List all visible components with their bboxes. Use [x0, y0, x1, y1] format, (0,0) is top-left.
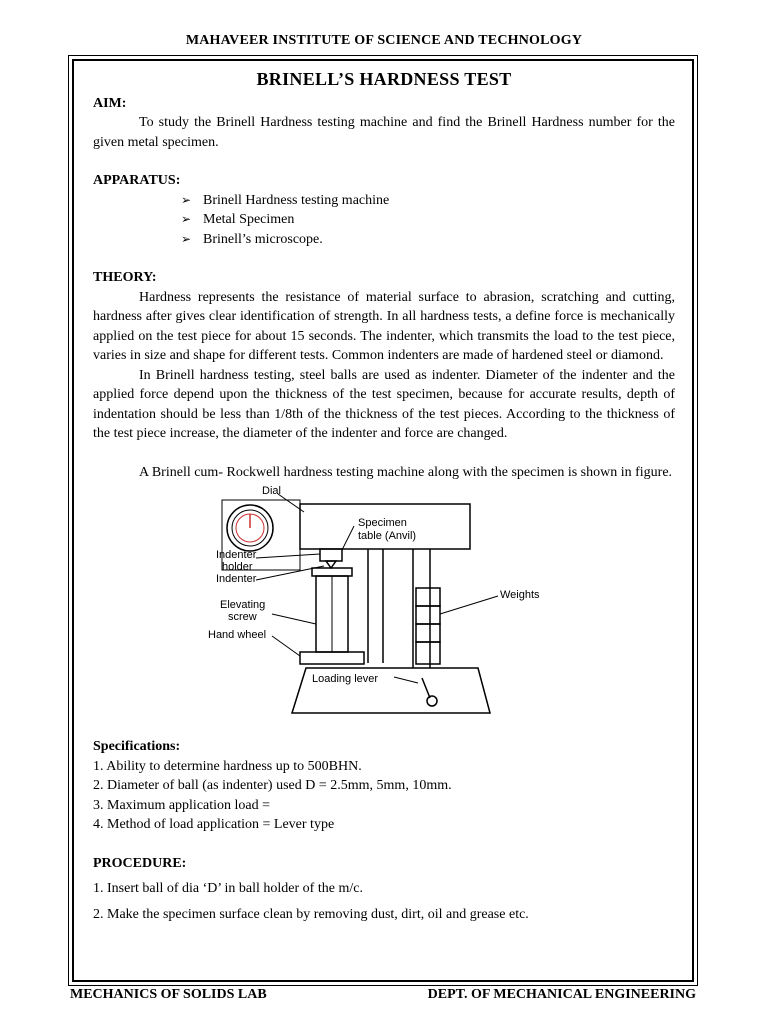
specifications-heading: Specifications:	[93, 739, 181, 754]
theory-paragraph-3: A Brinell cum- Rockwell hardness testing machine along with the specimen is shown in figure.	[139, 464, 673, 480]
aim-heading: AIM:	[93, 95, 127, 111]
label-hand-wheel: Hand wheel	[208, 629, 267, 641]
label-table-anvil: table (Anvil)	[358, 530, 417, 542]
label-specimen: Specimen	[358, 517, 407, 529]
apparatus-heading: APPARATUS:	[93, 173, 181, 188]
institute-header: MAHAVEER INSTITUTE OF SCIENCE AND TECHNOLOGY	[185, 33, 583, 48]
theory-paragraph-2: In Brinell hardness testing, steel balls are used as indenter. Diameter of the indenter and the applied force depend upon the thickness of the test specimen, because for accurate results, depth of indentation should be less than 1/8th of the thickness of the test pieces. According to the thickness of the test piece increase, the diameter of the indenter and force are changed.	[93, 367, 675, 441]
theory-heading: THEORY:	[93, 270, 157, 285]
page-footer	[70, 987, 696, 1003]
footer-right: DEPT. OF MECHANICAL ENGINEERING	[427, 987, 696, 1002]
aim-text: To study the Brinell Hardness testing machine and find the Brinell Hardness number for the given metal specimen.	[93, 115, 675, 150]
hardness-machine-figure	[208, 485, 543, 718]
label-indenter-holder-1: Indenter	[216, 549, 257, 561]
list-item: 1. Insert ball of dia ‘D’ in ball holder of the m/c.	[93, 881, 363, 896]
label-indenter: Indenter	[216, 573, 257, 585]
label-dial: Dial	[262, 485, 281, 497]
theory-paragraph-1: Hardness represents the resistance of material surface to abrasion, scratching and cutting, hardness after gives clear identification of strength. In all hardness tests, a define force is mechanically applied on the test piece for about 15 seconds. The indenter, which transmits the load to the test piece, varies in size and shape for different tests. Common indenters are made of hardened steel or diamond.	[93, 289, 675, 363]
list-item: ➢ Brinell’s microscope.	[181, 230, 675, 250]
list-item: 1. Ability to determine hardness up to 500BHN.	[93, 758, 362, 774]
list-item: ➢ Metal Specimen	[181, 210, 675, 230]
specifications-section	[93, 737, 675, 835]
list-item: 2. Diameter of ball (as indenter) used D = 2.5mm, 5mm, 10mm.	[93, 778, 452, 793]
list-item: 2. Make the specimen surface clean by removing dust, dirt, oil and grease etc.	[93, 906, 529, 922]
footer-left: MECHANICS OF SOLIDS LAB	[70, 987, 267, 1002]
procedure-heading: PROCEDURE:	[93, 855, 187, 871]
label-weights: Weights	[500, 589, 540, 601]
list-item: 3. Maximum application load =	[93, 797, 271, 813]
apparatus-list	[93, 191, 675, 250]
document-title: BRINELL’S HARDNESS TEST	[256, 69, 512, 89]
document-body	[93, 70, 675, 924]
list-item: 4. Method of load application = Lever type	[93, 817, 335, 832]
label-screw: screw	[228, 611, 257, 623]
label-loading-lever: Loading lever	[312, 673, 379, 685]
label-elevating: Elevating	[220, 599, 266, 611]
label-indenter-holder-2: holder	[222, 561, 253, 573]
list-item: ➢ Brinell Hardness testing machine	[181, 191, 675, 211]
